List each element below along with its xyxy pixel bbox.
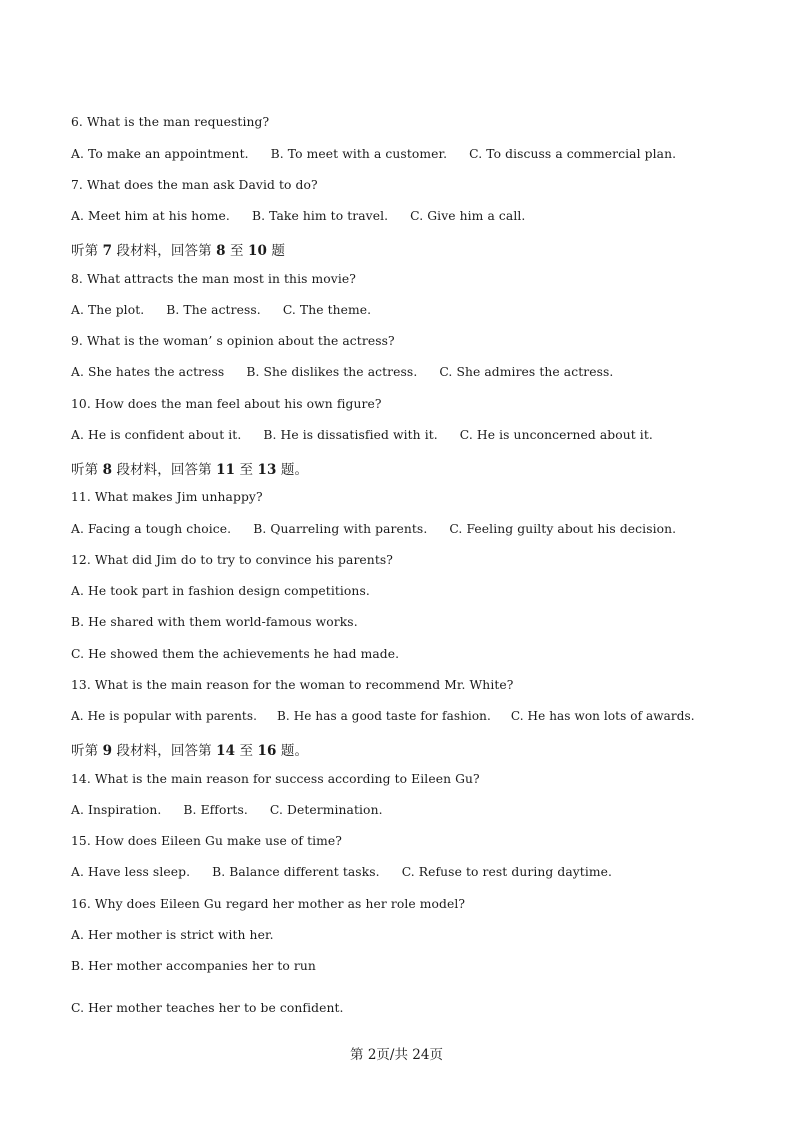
option-a: A. To make an appointment. (71, 147, 249, 161)
question-10-options (71, 428, 653, 442)
option-c: C. Refuse to rest during daytime. (401, 865, 613, 879)
question-10-stem: 10. How does the man feel about his own figure? (71, 397, 382, 411)
question-6-stem: 6. What is the man requesting? (71, 115, 270, 129)
question-7-stem: 7. What does the man ask David to do? (71, 178, 318, 192)
question-16-option-a: A. Her mother is strict with her. (71, 928, 274, 942)
option-b: B. Balance different tasks. (212, 865, 380, 879)
question-16-option-b: B. Her mother accompanies her to run (71, 959, 316, 973)
question-12-option-a: A. He took part in fashion design competitions. (71, 584, 370, 598)
option-b: B. Take him to travel. (251, 209, 389, 223)
section-8-heading: 听第 8 段材料，回答第 11 至 13 题。 (71, 462, 309, 478)
option-a: A. Inspiration. (71, 803, 162, 817)
question-15-stem: 15. How does Eileen Gu make use of time? (71, 834, 342, 848)
option-c: C. Give him a call. (410, 209, 526, 223)
question-11-options (71, 522, 676, 536)
section-7-heading: 听第 7 段材料，回答第 8 至 10 题 (71, 243, 285, 259)
option-c: C. He is unconcerned about it. (459, 428, 653, 442)
question-8-stem: 8. What attracts the man most in this movie? (71, 272, 356, 286)
option-b: B. The actress. (166, 303, 261, 317)
page-number: 第 2页/共 24页 (350, 1047, 443, 1063)
option-b: B. He is dissatisfied with it. (263, 428, 438, 442)
question-6-options (71, 147, 676, 161)
option-b: B. He has a good taste for fashion. (276, 709, 491, 723)
option-c: C. To discuss a commercial plan. (469, 147, 677, 161)
question-12-option-b: B. He shared with them world-famous works. (71, 615, 358, 629)
question-15-options (71, 865, 612, 879)
question-12-option-c: C. He showed them the achievements he had made. (71, 647, 400, 661)
option-b: B. She dislikes the actress. (246, 365, 418, 379)
question-13-stem: 13. What is the main reason for the woman to recommend Mr. White? (71, 678, 514, 692)
section-9-heading: 听第 9 段材料，回答第 14 至 16 题。 (71, 743, 309, 759)
option-a: A. The plot. (71, 303, 145, 317)
option-a: A. She hates the actress (71, 365, 225, 379)
question-13-options (71, 709, 695, 723)
question-14-options (71, 803, 383, 817)
question-11-stem: 11. What makes Jim unhappy? (71, 490, 263, 504)
question-14-stem: 14. What is the main reason for success according to Eileen Gu? (71, 772, 480, 786)
option-c: C. Feeling guilty about his decision. (449, 522, 677, 536)
option-b: B. To meet with a customer. (270, 147, 448, 161)
question-9-stem: 9. What is the woman’ s opinion about the actress? (71, 334, 395, 348)
option-b: B. Quarreling with parents. (253, 522, 428, 536)
question-8-options (71, 303, 371, 317)
option-b: B. Efforts. (183, 803, 248, 817)
question-9-options (71, 365, 613, 379)
option-a: A. Facing a tough choice. (71, 522, 232, 536)
option-a: A. He is popular with parents. (71, 709, 258, 723)
option-c: C. He has won lots of awards. (510, 709, 695, 723)
option-a: A. Meet him at his home. (71, 209, 230, 223)
option-a: A. He is confident about it. (71, 428, 242, 442)
question-16-stem: 16. Why does Eileen Gu regard her mother as her role model? (71, 897, 466, 911)
option-c: C. She admires the actress. (439, 365, 614, 379)
question-16-option-c: C. Her mother teaches her to be confident. (71, 1001, 344, 1015)
option-c: C. The theme. (282, 303, 372, 317)
question-12-stem: 12. What did Jim do to try to convince his parents? (71, 553, 393, 567)
option-c: C. Determination. (269, 803, 383, 817)
option-a: A. Have less sleep. (71, 865, 191, 879)
question-7-options (71, 209, 525, 223)
